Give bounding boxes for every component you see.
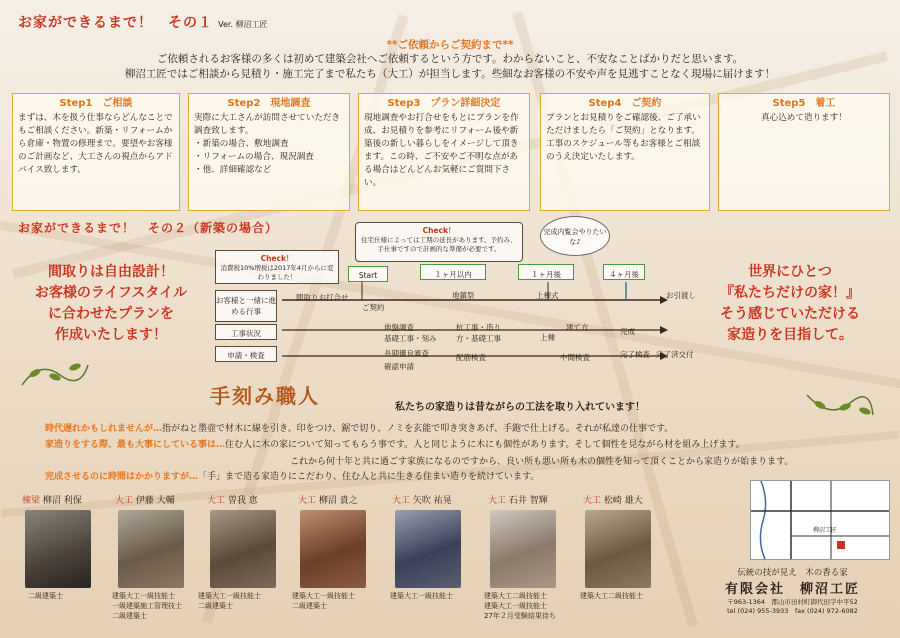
legend-inspection: 申請・検査 — [215, 346, 277, 362]
tl-meeting: 間取りお打合せ — [296, 293, 349, 302]
staff-cap-3: 建築大工一級技能士 二級建築士 — [292, 592, 355, 610]
version-label: Ver. 柳沼工匠 — [218, 20, 268, 29]
staff-photo-1 — [118, 510, 184, 588]
staff-name-0: 棟梁 柳沼 利保 — [22, 496, 82, 506]
staff-photo-4 — [395, 510, 461, 588]
check-box-schedule: Check！ 住宅仕様によっては工期の延長があります。予約み、手仕事ですので計画的な準備が必要です。 — [355, 222, 523, 262]
company-tel: tel (024) 955-3933 fax (024) 972-6082 — [727, 607, 858, 615]
section1-title: お家ができるまで！ その１ Ver. 柳沼工匠 — [18, 15, 268, 31]
company-address: 〒963-1364 郡山市田村町御代田字中平52 — [727, 598, 858, 606]
tl-row2-3: 建て方 — [566, 323, 589, 332]
staff-name-6: 大工 松崎 雄大 — [583, 496, 643, 506]
duration-3: ４ヶ月後 — [603, 264, 645, 280]
tl-row2c: 杭工事・造り — [456, 323, 501, 332]
tl-row2b-1: 方・基礎工事 — [456, 334, 501, 343]
intro-text: ご依頼されるお客様の多くは初めて建築会社へご依頼するという方です。わからないこと、不安なことばかりだと思います。 柳沼工匠ではご相談から見積り・施工完了まで私たち（大工）が担当します。些細なお客様の不安や声を見逃すことなく現場に届けます！ — [124, 53, 776, 80]
step1-box: Step1 ご相談 まずは、木を扱う仕事ならどんなことでもご相談ください。新築・リフォームから倉庫・物置の修理まで。要望やお客様のご計画など、大工さんの視点からアドバイス致します。 — [12, 93, 180, 211]
craft-line-2: 家造りをする際、最も大事にしている事は…住む人に木の家について知ってもらう事です。人と同じように木にも個性があります。そして個性を見ながら材を組み上げます。 — [45, 440, 745, 450]
craft-heading: 手刻み職人 — [210, 384, 320, 408]
craft-line-4: 完成させるのに時間はかかりますが…「手」まで造る家造りにこだわり、住む人と共に生きる住まい造りを続けています。 — [45, 472, 540, 482]
staff-photo-3 — [300, 510, 366, 588]
tl-row2-0: 地盤調査 — [384, 323, 414, 332]
tl-contract: ご契約 — [362, 303, 385, 312]
left-slogan: 間取りは自由設計！ お客様のライフスタイル に合わせたプランを 作成いたします！ — [34, 264, 188, 343]
tl-row2-2: 上棟 — [540, 333, 555, 342]
legend-work: 工事状況 — [215, 324, 277, 340]
company-tagline: 伝統の技が見え 木の香る家 — [737, 568, 848, 578]
speech-bubble: 完成内覧会やりたいな♪ — [540, 216, 610, 256]
craft-line-1: 時代遅れかもしれませんが…指がねと墨壺で材木に線を引き、印をつけ、鋸で切り、ノミを玄能で叩き突きあげ、手鉋で仕上げる。それが私達の仕事です。 — [45, 424, 674, 434]
craft-lead: 私たちの家造りは昔ながらの工法を取り入れています！ — [395, 402, 645, 413]
tl-row3-3: 完了検査 — [620, 350, 650, 359]
staff-name-5: 大工 石井 智輝 — [488, 496, 548, 506]
check-box-tax: Check！ 消費税10%増税は2017年4月からに変わりました！ — [215, 250, 339, 284]
tl-row3-2: 中間検査 — [560, 353, 590, 362]
duration-2: １ヶ月後 — [518, 264, 574, 280]
staff-cap-6: 建築大工二級技能士 — [580, 592, 643, 600]
tl-jichinsai: 地鎮祭 — [452, 291, 475, 300]
step3-box: Step3 プラン詳細決定 現地調査やお打合せをもとにプランを作成、お見積りを参考にリフォーム後や新築後の新しい暮らしをイメージして頂きます。この時、ご不安やご不明な点がある場合はどんどんお気軽にご質問下さい。 — [358, 93, 530, 211]
map-label: 柳沼工匠 — [813, 527, 838, 534]
vine-right-icon — [805, 385, 875, 425]
staff-cap-1: 建築大工一級技能士 一級建築施工管理技士 二級建築士 — [112, 592, 182, 620]
tl-row3-1: 配筋検査 — [456, 353, 486, 362]
section2-title: お家ができるまで！ その２（新築の場合） — [18, 221, 279, 235]
step4-box: Step4 ご契約 プランとお見積りをご確認後、ご了承いただけましたら「ご契約」となります。工事のスケジュール等もお客様とご相談のうえ決定いたします。 — [540, 93, 710, 211]
staff-photo-2 — [210, 510, 276, 588]
legend-events: お客様と一緒に進める行事 — [215, 290, 277, 322]
tl-row3-4: 確認申請 — [384, 362, 414, 371]
duration-1: １ヶ月以内 — [420, 264, 486, 280]
company-block — [690, 566, 895, 615]
craft-line-3: これから何十年と共に過ごす家族になるのですから、良い所も悪い所も木の個性を知って頂くことから家造りが始まります。 — [290, 457, 794, 467]
company-name: 有限会社 柳沼工匠 — [724, 582, 860, 597]
tl-row2b-0: 基礎工事・刻み — [384, 334, 437, 343]
staff-photo-5 — [490, 510, 556, 588]
tl-joto: 上棟式 — [536, 291, 559, 300]
staff-cap-0: 二級建築士 — [28, 592, 63, 600]
staff-photo-0 — [25, 510, 91, 588]
staff-name-4: 大工 矢吹 祐晃 — [392, 496, 452, 506]
tl-handover: お引渡し — [666, 291, 696, 300]
right-slogan: 世界にひとつ 『私たちだけの家！』 そう感じていただける 家造りを目指して。 — [720, 264, 860, 343]
staff-name-1: 大工 伊藤 大輔 — [115, 496, 175, 506]
map — [750, 480, 890, 560]
staff-cap-4: 建築大工一級技能士 — [390, 592, 453, 600]
staff-name-2: 大工 曽我 恵 — [207, 496, 258, 506]
start-box: Start — [348, 266, 388, 282]
staff-photo-6 — [585, 510, 651, 588]
tl-row3-0: 長期優良審査 — [384, 349, 429, 358]
step2-box: Step2 現地調査 実際に大工さんが訪問させていただき調査致します。 ・新築の場合、敷地調査 ・リフォームの場合、現況調査 ・他、詳細確認など — [188, 93, 350, 211]
vine-left-icon — [20, 355, 90, 395]
staff-cap-5: 建築大工二級技能士 建築大工一級技能士 27年２月受験結果待ち — [484, 592, 556, 620]
step5-box: Step5 着工 真心込めて造ります！ — [718, 93, 890, 211]
flow-title: **ご依頼からご契約まで** — [386, 39, 514, 51]
tl-row3-5: 完了済交付 — [656, 350, 694, 359]
tl-row2-4: 完成 — [620, 327, 635, 336]
staff-cap-2: 建築大工一級技能士 二級建築士 — [198, 592, 261, 610]
staff-name-3: 大工 柳沼 貴之 — [298, 496, 358, 506]
